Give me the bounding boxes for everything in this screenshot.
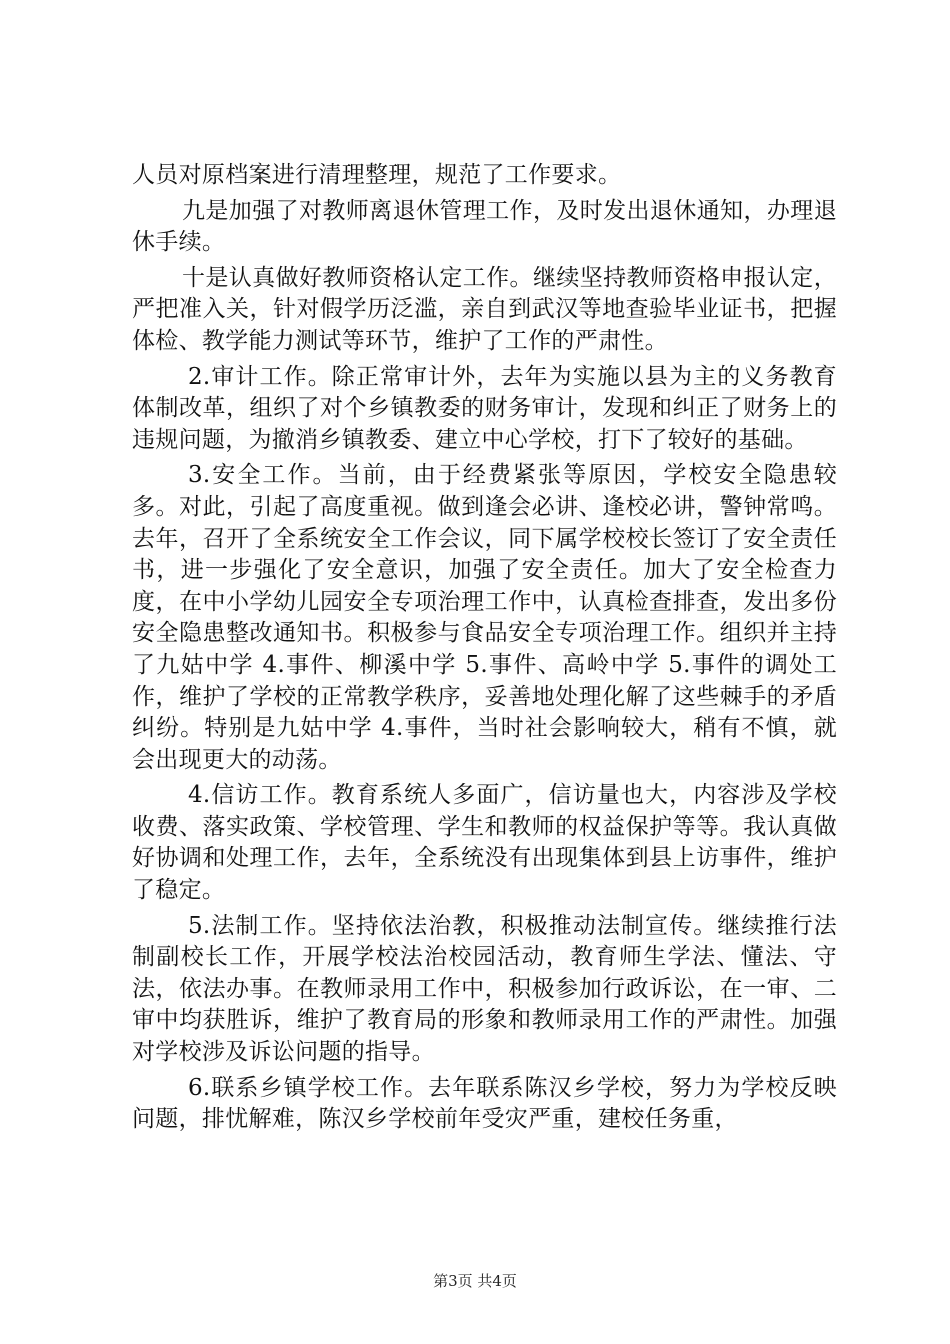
paragraph-legal: 5.法制工作。坚持依法治教，积极推动法制宣传。继续推行法制副校长工作，开展学校法治校园活动，教育师生学法、懂法、守法，依法办事。在教师录用工作中，积极参加行政诉讼，在一审、二审中均获胜诉，维护了教育局的形象和教师录用工作的严肃性。加强对学校涉及诉讼问题的指导。: [132, 912, 837, 1066]
paragraph-retirement: 九是加强了对教师离退休管理工作，及时发出退休通知，办理退休手续。: [132, 197, 837, 256]
paragraph-township-schools: 6.联系乡镇学校工作。去年联系陈汉乡学校，努力为学校反映问题，排忧解难，陈汉乡学校前年受灾严重，建校任务重，: [132, 1074, 837, 1133]
page-footer: 第3页 共4页: [433, 1272, 517, 1290]
paragraph-audit: 2.审计工作。除正常审计外，去年为实施以县为主的义务教育体制改革，组织了对个乡镇教委的财务审计，发现和纠正了财务上的违规问题，为撤消乡镇教委、建立中心学校，打下了较好的基础。: [132, 363, 837, 453]
paragraph-safety: 3.安全工作。当前，由于经费紧张等原因，学校安全隐患较多。对此，引起了高度重视。做到逢会必讲、逢校必讲，警钟常鸣。去年，召开了全系统安全工作会议，同下属学校校长签订了安全责任书，进一步强化了安全意识，加强了安全责任。加大了安全检查力度，在中小学幼儿园安全专项治理工作中，认真检查排查，发出多份安全隐患整改通知书。积极参与食品安全专项治理工作。组织并主持了九姑中学 4.事件、柳溪中学 5.事件、高岭中学 5.事件的调处工作，维护了学校的正常教学秩序，妥善地处理化解了这些棘手的矛盾纠纷。特别是九姑中学 4.事件，当时社会影响较大，稍有不慎，就会出现更大的动荡。: [132, 462, 837, 773]
paragraph-continuation: 人员对原档案进行清理整理，规范了工作要求。: [132, 162, 622, 188]
paragraph-teacher-qualification: 十是认真做好教师资格认定工作。继续坚持教师资格申报认定，严把准入关，针对假学历泛滥，亲自到武汉等地查验毕业证书，把握体检、教学能力测试等环节，维护了工作的严肃性。: [132, 264, 837, 354]
paragraph-petition: 4.信访工作。教育系统人多面广，信访量也大，内容涉及学校收费、落实政策、学校管理、学生和教师的权益保护等等。我认真做好协调和处理工作，去年，全系统没有出现集体到县上访事件，维护了稳定。: [132, 782, 837, 904]
document-body: [132, 160, 837, 1140]
